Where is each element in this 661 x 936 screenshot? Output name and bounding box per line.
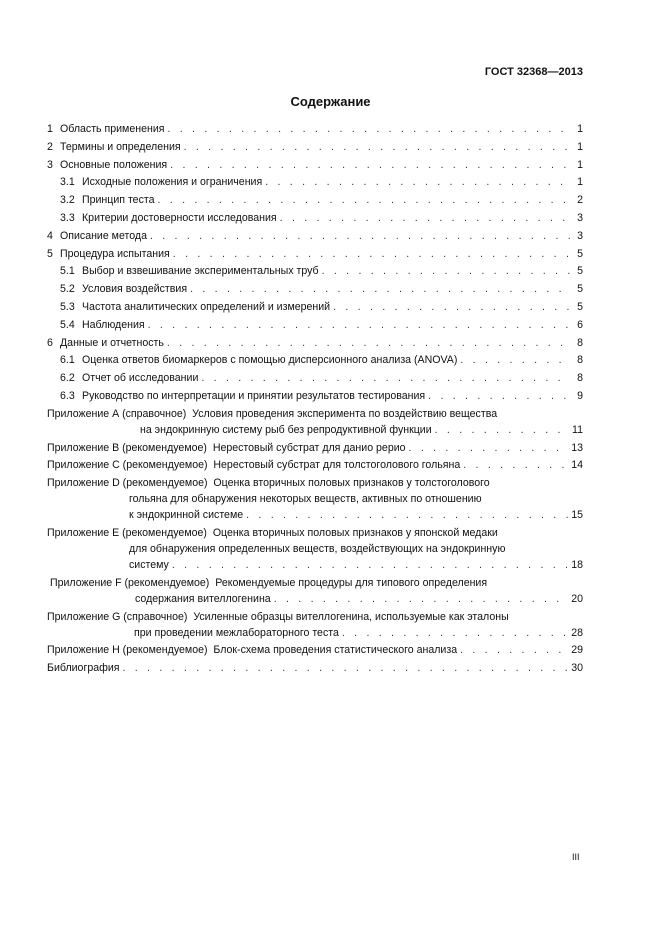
appendix-title-line: на эндокринную систему рыб без репродуктивной функции: [140, 423, 432, 436]
toc-entry-3-3[interactable]: 3.3 Критерии достоверности исследования . . . 3: [47, 210, 583, 228]
toc-page-number: 15: [571, 509, 583, 522]
toc-entry-text: Библиография: [47, 662, 120, 675]
toc-entry-1[interactable]: 1 Область применения . . . 1: [47, 121, 583, 139]
leader-dots: [463, 457, 568, 475]
toc-appendix-e[interactable]: [47, 525, 583, 575]
toc-entry-4[interactable]: 4 Описание метода . . . 3: [47, 228, 583, 246]
leader-dots: [322, 263, 570, 281]
appendix-label: Приложение G (справочное): [47, 610, 188, 623]
toc-page-number: 2: [577, 194, 583, 207]
toc-entry-text: Оценка ответов биомаркеров с помощью дисперсионного анализа (ANOVA): [82, 354, 458, 367]
toc-entry-text: Основные положения: [60, 158, 168, 171]
appendix-label: Приложение Н (рекомендуемое): [47, 644, 208, 657]
appendix-title-line: при проведении межлабораторного теста: [134, 626, 339, 639]
toc-page-number: 30: [571, 662, 583, 675]
toc-page-number: 3: [577, 229, 583, 242]
toc-page-number: 13: [571, 441, 583, 454]
leader-dots: [190, 281, 570, 299]
toc-page-number: 28: [571, 626, 583, 639]
leader-dots: [170, 157, 570, 175]
toc-page-number: 5: [577, 283, 583, 296]
leader-dots: [435, 422, 569, 440]
appendix-title-line: для обнаружения определенных веществ, воздействующих на эндокринную: [129, 542, 506, 555]
appendix-title-line: Нерестовый субстрат для толстоголового гольяна: [213, 459, 461, 472]
toc-entry-text: Выбор и взвешивание экспериментальных труб: [82, 265, 319, 278]
leader-dots: [265, 174, 570, 192]
toc-entry-text: Процедура испытания: [60, 247, 170, 260]
leader-dots: [280, 210, 570, 228]
toc-page-number: 11: [572, 423, 583, 436]
leader-dots: [167, 335, 570, 353]
appendix-label: Приложение F (рекомендуемое): [50, 576, 210, 589]
toc-page-number: 5: [577, 247, 583, 260]
toc-entry-3[interactable]: 3 Основные положения . . . 1: [47, 157, 583, 175]
leader-dots: [246, 507, 568, 525]
leader-dots: [173, 246, 570, 264]
toc-entry-text: Наблюдения: [82, 318, 145, 331]
toc-entry-6-2[interactable]: 6.2 Отчет об исследовании . . . 8: [47, 370, 583, 388]
toc-appendix-f[interactable]: [47, 575, 583, 609]
toc-entry-5-1[interactable]: 5.1 Выбор и взвешивание экспериментальных труб . . . 5: [47, 263, 583, 281]
toc-entry-5-3[interactable]: 5.3 Частота аналитических определений и измерений . . . 5: [47, 299, 583, 317]
toc-entry-text: Критерии достоверности исследования: [82, 211, 277, 224]
toc-entry-6-1[interactable]: 6.1 Оценка ответов биомаркеров с помощью дисперсионного анализа (ANOVA) . . . 8: [47, 352, 583, 370]
toc-entry-5[interactable]: 5 Процедура испытания . . . 5: [47, 246, 583, 264]
leader-dots: [460, 352, 570, 370]
toc-entry-text: Область применения: [60, 123, 165, 135]
toc-appendix-h[interactable]: [47, 642, 583, 660]
toc-entry-text: Условия воздействия: [82, 283, 188, 296]
leader-dots: [428, 388, 570, 406]
toc-page-number: 20: [571, 592, 583, 605]
leader-dots: [184, 139, 570, 157]
leader-dots: [342, 625, 568, 643]
toc-entry-3-1[interactable]: 3.1 Исходные положения и ограничения . . . 1: [47, 174, 583, 192]
page-title: Содержание: [290, 94, 371, 109]
toc-entry-text: Термины и определения: [60, 140, 181, 153]
leader-dots: [148, 317, 570, 335]
toc-entry-text: Руководство по интерпретации и принятии результатов тестирования: [82, 389, 426, 402]
toc-entry-6-3[interactable]: 6.3 Руководство по интерпретации и принятии результатов тестирования . . . 9: [47, 388, 583, 406]
table-of-contents: [47, 121, 583, 678]
leader-dots: [172, 557, 568, 575]
toc-page-number: 6: [577, 318, 583, 331]
toc-entry-text: Частота аналитических определений и измерений: [82, 300, 331, 313]
toc-appendix-d[interactable]: [47, 475, 583, 525]
appendix-label: Приложение D (рекомендуемое): [47, 477, 208, 490]
toc-appendix-b[interactable]: [47, 440, 583, 458]
toc-entry-text: Отчет об исследовании: [82, 372, 199, 385]
page-number: III: [572, 852, 580, 862]
leader-dots: [409, 440, 569, 458]
toc-entry-3-2[interactable]: 3.2 Принцип теста . . . 2: [47, 192, 583, 210]
toc-page-number: 1: [577, 176, 583, 189]
toc-entry-2[interactable]: 2 Термины и определения . . . 1: [47, 139, 583, 157]
appendix-title-line: систему: [129, 558, 169, 571]
appendix-label: Приложение А (справочное): [47, 407, 187, 420]
leader-dots: [460, 642, 568, 660]
leader-dots: [158, 192, 571, 210]
toc-bibliography[interactable]: [47, 660, 583, 678]
appendix-title-line: Усиленные образцы вителлогенина, используемые как эталоны: [193, 610, 509, 623]
toc-entry-5-2[interactable]: 5.2 Условия воздействия . . . 5: [47, 281, 583, 299]
appendix-title-line: Оценка вторичных половых признаков у толстоголового: [213, 477, 490, 490]
appendix-label: Приложение С (рекомендуемое): [47, 459, 208, 472]
toc-entry-text: Описание метода: [60, 229, 147, 242]
toc-page-number: 1: [577, 158, 583, 171]
leader-dots: [150, 228, 570, 246]
leader-dots: [122, 660, 568, 678]
toc-entry-5-4[interactable]: 5.4 Наблюдения . . . 6: [47, 317, 583, 335]
appendix-title-line: Условия проведения эксперимента по воздействию вещества: [192, 407, 498, 420]
appendix-label: Приложение Е (рекомендуемое): [47, 526, 207, 539]
appendix-title-line: гольяна для обнаружения некоторых веществ, активных по отношению: [129, 493, 482, 506]
toc-page-number: 8: [577, 372, 583, 385]
leader-dots: [167, 121, 570, 139]
toc-page-number: 8: [577, 336, 583, 349]
leader-dots: [201, 370, 570, 388]
appendix-title-line: Рекомендуемые процедуры для типового определения: [215, 576, 488, 589]
appendix-title-line: содержания вителлогенина: [135, 592, 271, 605]
toc-entry-text: Исходные положения и ограничения: [82, 176, 263, 189]
toc-appendix-c[interactable]: [47, 457, 583, 475]
standard-number: ГОСТ 32368—2013: [484, 66, 583, 78]
toc-page-number: 8: [577, 354, 583, 367]
toc-page-number: 3: [577, 211, 583, 224]
toc-appendix-g[interactable]: [47, 609, 583, 643]
appendix-title-line: к эндокринной системе: [129, 509, 244, 522]
toc-entry-text: Данные и отчетность: [60, 336, 164, 349]
leader-dots: [274, 591, 569, 609]
toc-entry-text: Принцип теста: [82, 194, 155, 207]
toc-page-number: 5: [577, 265, 583, 278]
toc-page-number: 1: [577, 123, 583, 135]
appendix-title-line: Блок-схема проведения статистического анализа: [213, 644, 458, 657]
toc-page-number: 29: [571, 644, 583, 657]
appendix-title-line: Нерестовый субстрат для данио рерио: [212, 441, 406, 454]
toc-page-number: 14: [571, 459, 583, 472]
toc-page-number: 9: [577, 389, 583, 402]
appendix-title-line: Оценка вторичных половых признаков у японской медаки: [212, 526, 498, 539]
toc-entry-6[interactable]: 6 Данные и отчетность . . . 8: [47, 335, 583, 353]
leader-dots: [333, 299, 570, 317]
toc-page-number: 1: [577, 140, 583, 153]
appendix-label: Приложение В (рекомендуемое): [47, 441, 207, 454]
toc-page-number: 5: [577, 300, 583, 313]
toc-page-number: 18: [571, 558, 583, 571]
toc-appendix-a[interactable]: [47, 406, 583, 440]
